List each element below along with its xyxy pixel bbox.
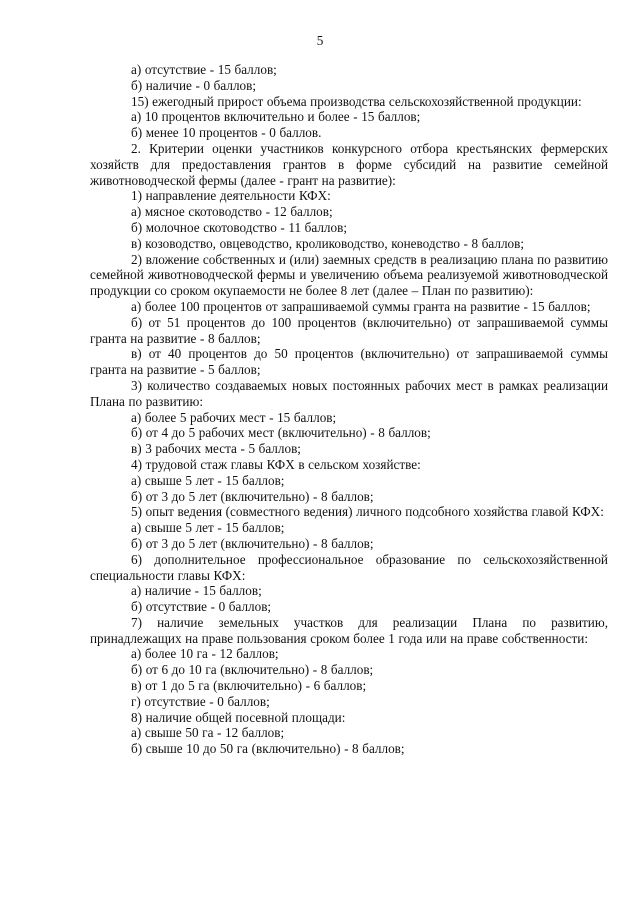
paragraph: а) 10 процентов включительно и более - 15 баллов; (131, 109, 421, 125)
paragraph: а) более 10 га - 12 баллов; (131, 646, 279, 662)
paragraph: а) мясное скотоводство - 12 баллов; (131, 204, 333, 220)
paragraph: б) молочное скотоводство - 11 баллов; (131, 219, 347, 235)
paragraph: а) свыше 50 га - 12 баллов; (131, 725, 285, 741)
paragraph: а) более 100 процентов от запрашиваемой суммы гранта на развитие - 15 баллов; (131, 298, 591, 314)
paragraph: в) от 40 процентов до 50 процентов (включительно) от запрашиваемой суммы гранта на развитие - 5 баллов; (90, 346, 608, 378)
paragraph: б) свыше 10 до 50 га (включительно) - 8 баллов; (131, 741, 405, 757)
paragraph: а) отсутствие - 15 баллов; (131, 62, 277, 77)
paragraph: а) свыше 5 лет - 15 баллов; (131, 472, 285, 488)
paragraph: 5) опыт ведения (совместного ведения) личного подсобного хозяйства главой КФХ: (131, 504, 604, 520)
paragraph: б) отсутствие - 0 баллов; (131, 599, 272, 615)
paragraph: 15) ежегодный прирост объема производства сельскохозяйственной продукции: (131, 93, 582, 109)
paragraph: б) от 4 до 5 рабочих мест (включительно) - 8 баллов; (131, 425, 431, 441)
paragraph: б) от 3 до 5 лет (включительно) - 8 баллов; (131, 488, 374, 504)
paragraph: а) более 5 рабочих мест - 15 баллов; (131, 409, 337, 425)
paragraph: 8) наличие общей посевной площади: (131, 709, 346, 725)
paragraph: б) от 3 до 5 лет (включительно) - 8 баллов; (131, 535, 374, 551)
paragraph: б) наличие - 0 баллов; (131, 77, 257, 93)
document-body (90, 62, 608, 757)
paragraph: б) от 6 до 10 га (включительно) - 8 баллов; (131, 662, 374, 678)
paragraph: 2) вложение собственных и (или) заемных средств в реализацию плана по развитию семейной животноводческой фермы и увеличению объема реализуемой животноводческой продукции со сроком окупаемости не более 8 лет (далее – План по развитию): (90, 251, 608, 299)
paragraph: 1) направление деятельности КФХ: (131, 188, 331, 204)
paragraph: 3) количество создаваемых новых постоянных рабочих мест в рамках реализации Плана по развитию: (90, 377, 608, 409)
paragraph: 4) трудовой стаж главы КФХ в сельском хозяйстве: (131, 456, 421, 472)
page-number: 5 (316, 33, 324, 48)
paragraph: в) 3 рабочих места - 5 баллов; (131, 441, 301, 457)
paragraph: б) менее 10 процентов - 0 баллов. (131, 125, 322, 141)
paragraph: 6) дополнительное профессиональное образование по сельскохозяйственной специальности главы КФХ: (90, 551, 608, 583)
paragraph: г) отсутствие - 0 баллов; (131, 693, 270, 709)
paragraph: а) наличие - 15 баллов; (131, 583, 262, 599)
paragraph: в) козоводство, овцеводство, кролиководство, коневодство - 8 баллов; (131, 235, 525, 251)
paragraph: в) от 1 до 5 га (включительно) - 6 баллов; (131, 678, 367, 694)
paragraph: 7) наличие земельных участков для реализации Плана по развитию, принадлежащих на праве пользования сроком более 1 года или на праве собственности: (90, 614, 608, 646)
paragraph: б) от 51 процентов до 100 процентов (включительно) от запрашиваемой суммы гранта на развитие - 8 баллов; (90, 314, 608, 346)
paragraph: а) свыше 5 лет - 15 баллов; (131, 520, 285, 536)
paragraph: 2. Критерии оценки участников конкурсного отбора крестьянских фермерских хозяйств для предоставления грантов в форме субсидий на развитие семейной животноводческой фермы (далее - грант на развитие): (90, 140, 608, 188)
